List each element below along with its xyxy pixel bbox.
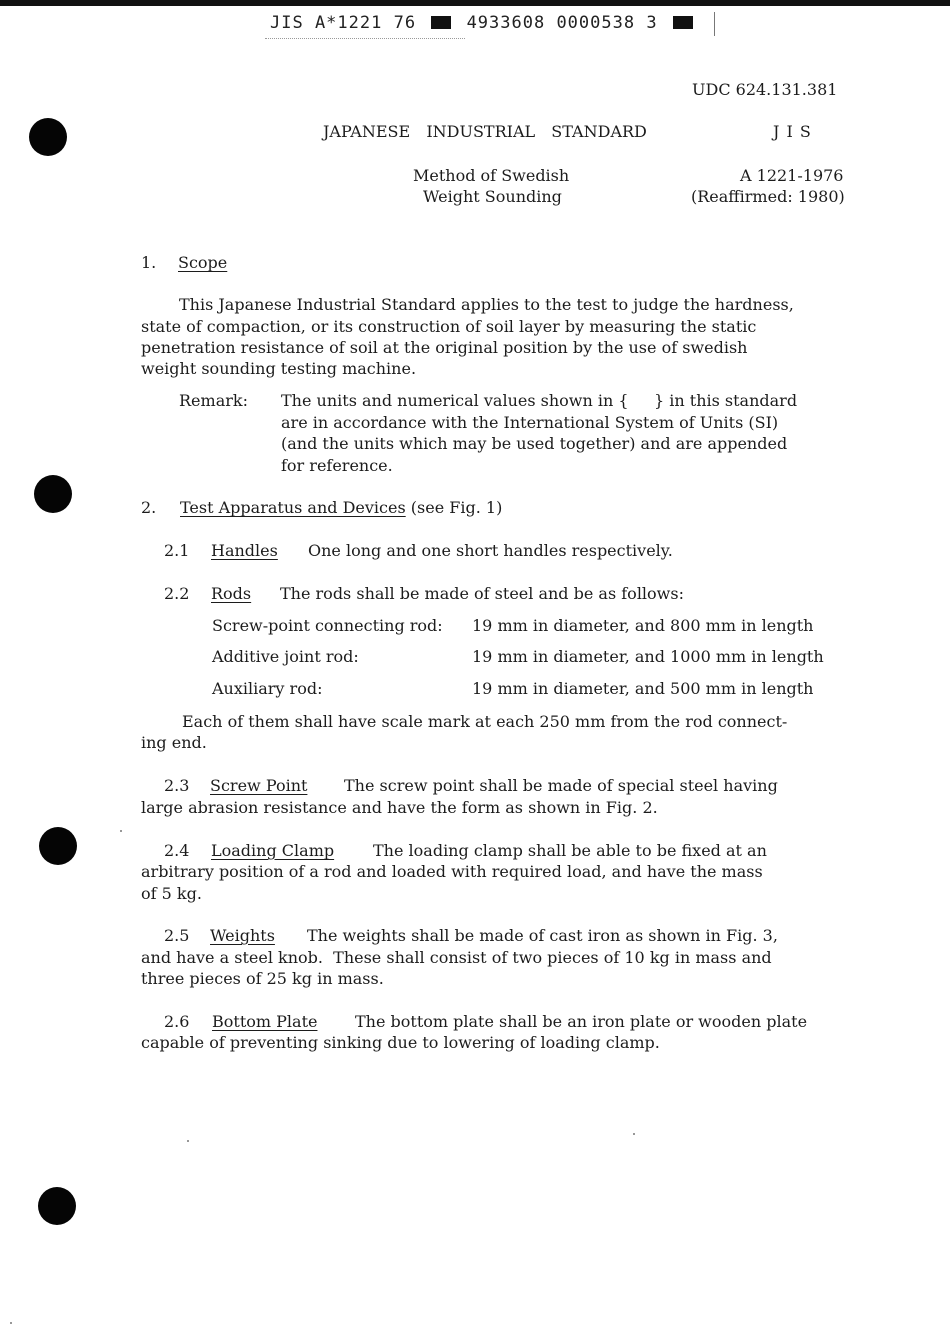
section-2-title: Test Apparatus and Devices	[180, 498, 406, 517]
sub-2-1-title: Handles	[211, 541, 278, 560]
document-code-part1: JIS A*1221 76	[270, 13, 417, 33]
scope-line: weight sounding testing machine.	[141, 359, 417, 378]
rod-note-line: Each of them shall have scale mark at each 250 mm from the rod connect-	[182, 712, 788, 731]
section-2-title-suffix: (see Fig. 1)	[410, 498, 503, 517]
sub-2-4-line: arbitrary position of a rod and loaded with required load, and have the mass	[141, 862, 763, 881]
sub-2-3-line: large abrasion resistance and have the form as shown in Fig. 2.	[141, 798, 658, 817]
scan-speck	[10, 1322, 12, 1324]
scan-speck	[187, 1140, 189, 1142]
rod-name: Additive joint rod:	[212, 647, 359, 666]
rod-spec: 19 mm in diameter, and 1000 mm in length	[472, 647, 824, 666]
sub-2-2-number: 2.2	[164, 584, 190, 603]
reaffirmed-year: (Reaffirmed: 1980)	[691, 187, 845, 206]
black-mark-icon	[673, 16, 693, 29]
sub-2-5-title: Weights	[210, 926, 275, 945]
sub-2-4-number: 2.4	[164, 841, 190, 860]
remark-line: The units and numerical values shown in { } in this standard	[281, 391, 798, 410]
sub-2-1-text: One long and one short handles respectively.	[308, 541, 673, 560]
udc-number: UDC 624.131.381	[692, 80, 838, 99]
sub-2-3-title: Screw Point	[210, 776, 308, 795]
sub-2-4-line: The loading clamp shall be able to be fixed at an	[373, 841, 767, 860]
punch-hole-icon	[34, 475, 72, 513]
section-1-title: Scope	[178, 253, 228, 272]
remark-line: for reference.	[281, 456, 393, 475]
rod-spec: 19 mm in diameter, and 800 mm in length	[472, 616, 814, 635]
sub-2-5-line: The weights shall be made of cast iron as shown in Fig. 3,	[307, 926, 778, 945]
sub-2-3-number: 2.3	[164, 776, 190, 795]
sub-2-5-line: and have a steel knob. These shall consist of two pieces of 10 kg in mass and	[141, 948, 772, 967]
scan-dotted-line	[265, 38, 465, 39]
scope-line: This Japanese Industrial Standard applies to the test to judge the hardness,	[179, 295, 794, 314]
sub-2-6-title: Bottom Plate	[212, 1012, 318, 1031]
remark-label: Remark:	[179, 391, 248, 410]
document-code-header	[270, 13, 697, 33]
sub-2-6-line: capable of preventing sinking due to lowering of loading clamp.	[141, 1033, 660, 1052]
standard-title: JAPANESE INDUSTRIAL STANDARD	[323, 122, 647, 141]
sub-2-2-text: The rods shall be made of steel and be as follows:	[280, 584, 684, 603]
punch-hole-icon	[29, 118, 67, 156]
punch-hole-icon	[38, 1187, 76, 1225]
section-2-heading	[180, 497, 502, 519]
sub-2-3-line: The screw point shall be made of special steel having	[344, 776, 778, 795]
scope-line: penetration resistance of soil at the original position by the use of swedish	[141, 338, 748, 357]
sub-2-6-number: 2.6	[164, 1012, 190, 1031]
document-code-part2: 4933608 0000538 3	[466, 13, 658, 33]
scan-speck	[120, 830, 122, 832]
scan-mark-line	[714, 12, 715, 36]
remark-line: are in accordance with the International System of Units (SI)	[281, 413, 779, 432]
scan-speck	[633, 1133, 635, 1135]
sub-2-1-number: 2.1	[164, 541, 190, 560]
sub-2-6-line: The bottom plate shall be an iron plate or wooden plate	[355, 1012, 808, 1031]
rod-name: Screw-point connecting rod:	[212, 616, 443, 635]
rod-name: Auxiliary rod:	[212, 679, 323, 698]
section-1-number: 1.	[141, 253, 157, 272]
sub-2-5-number: 2.5	[164, 926, 190, 945]
scan-top-border	[0, 0, 950, 6]
punch-hole-icon	[39, 827, 77, 865]
sub-2-4-title: Loading Clamp	[211, 841, 335, 860]
remark-line: (and the units which may be used together) and are appended	[281, 434, 788, 453]
black-mark-icon	[431, 16, 451, 29]
jis-label: J I S	[773, 122, 812, 141]
rod-note-line: ing end.	[141, 733, 207, 752]
doc-title-line2: Weight Sounding	[423, 187, 562, 206]
sub-2-2-title: Rods	[211, 584, 252, 603]
rod-spec: 19 mm in diameter, and 500 mm in length	[472, 679, 814, 698]
doc-number: A 1221-1976	[740, 166, 844, 185]
sub-2-5-line: three pieces of 25 kg in mass.	[141, 969, 384, 988]
scope-line: state of compaction, or its construction of soil layer by measuring the static	[141, 317, 757, 336]
doc-title-line1: Method of Swedish	[413, 166, 570, 185]
section-2-number: 2.	[141, 498, 157, 517]
sub-2-4-line: of 5 kg.	[141, 884, 202, 903]
